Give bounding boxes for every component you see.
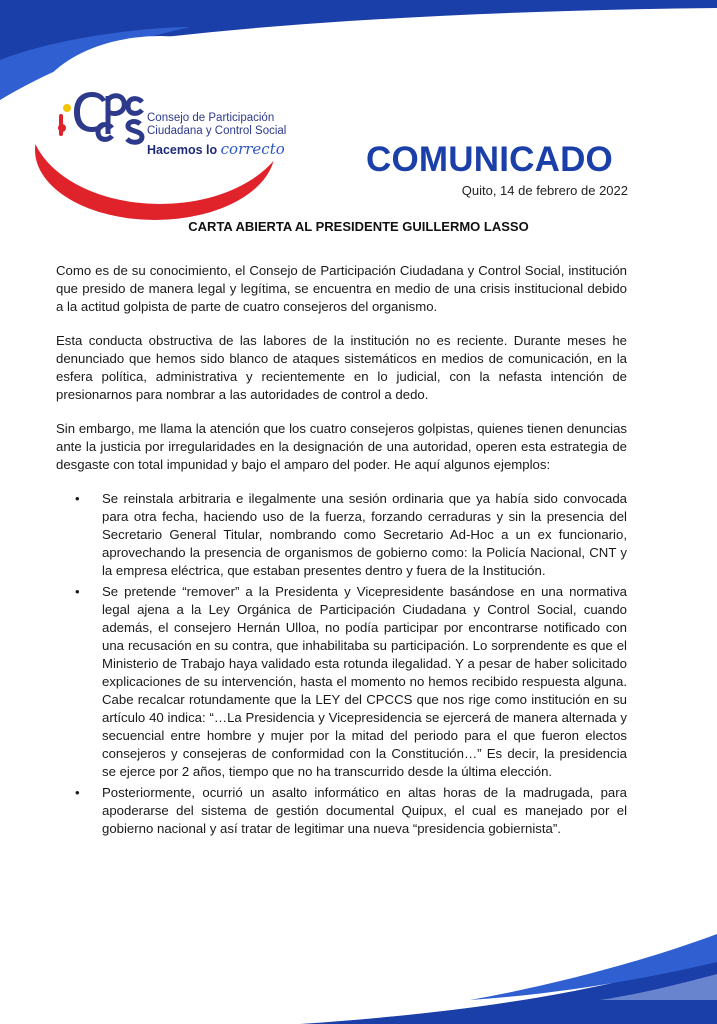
footer-decoration <box>0 914 717 1024</box>
list-item-text: Se pretende “remover” a la Presidenta y Vicepresidente basándose en una normativa legal ajena a la Ley Orgánica de Participación Ciudadana y Control Social, cuando además, el consejero Hernán Ulloa, no podía participar por encontrarse notificado con una recusación en su contra, que inhabilitaba su participación. Lo sorprendente es que el Ministerio de Trabajo haya validado esta rotunda ilegalidad. Y a pesar de haber solicitado explicaciones de su intervención, hasta el momento no hemos recibido respuesta alguna. Cabe recalcar rotundamente que la LEY del CPCCS que nos rige como institución en su artículo 40 indica: “…La Presidencia y Vicepresidencia se ejercerá de manera alternada y secuencial entre hombre y mujer por la mitad del periodo para el que fueron electos consejeros y consejeras de conformidad con la Constitución…” Es decir, la presidencia se ejerce por 2 años, tiempo que no ha transcurrido desde la última elección. <box>102 584 627 779</box>
logo-org-line2: Ciudadana y Control Social <box>147 125 287 137</box>
paragraph: Esta conducta obstructiva de las labores de la institución no es reciente. Durante meses he denunciado que hemos sido blanco de ataques sistemáticos en medios de comunicación, en la esfera política, administrativa y recientemente en lo judicial, con la nefasta intención de presionarnos para nombrar a las autoridades de control a dedo. <box>56 333 627 402</box>
paragraph: Sin embargo, me llama la atención que los cuatro consejeros golpistas, quienes tienen denuncias ante la justicia por irregularidades en la designación de una autoridad, operen esta estrategia de desgaste con total impunidad y bajo el amparo del poder. He aquí algunos ejemplos: <box>56 421 627 472</box>
logo-org-name <box>147 112 286 138</box>
letter-title: CARTA ABIERTA AL PRESIDENTE GUILLERMO LASSO <box>188 219 529 234</box>
bullet-icon: • <box>75 491 80 506</box>
list-item <box>75 583 627 781</box>
document-type-heading: COMUNICADO <box>366 140 613 179</box>
list-item-text: Posteriormente, ocurrió un asalto informático en altas horas de la madrugada, para apoderarse del sistema de gestión documental Quipux, el cual es manejado por el gobierno nacional y así tratar de legitimar una nueva “presidencia gobiernista”. <box>102 785 627 836</box>
list-item-text: Se reinstala arbitraria e ilegalmente una sesión ordinaria que ya había sido convocada para otra fecha, haciendo uso de la fuerza, forzando cerraduras y sin la presencia del Secretario General Titular, nombrando como Secretario Ad-Hoc a un ex funcionario, aprovechando la presencia de organismos de gobierno como: la Policía Nacional, CNT y la empresa eléctrica, que estaban presentes dentro y fuera de la Institución. <box>102 491 627 578</box>
cpccs-logo <box>34 42 299 184</box>
logo-slogan <box>147 140 285 158</box>
bullet-icon: • <box>75 785 80 800</box>
logo-org-line1: Consejo de Participación <box>147 112 275 124</box>
letter-body <box>56 262 627 841</box>
paragraph: Como es de su conocimiento, el Consejo de Participación Ciudadana y Control Social, institución que presido de manera legal y legítima, se encuentra en medio de una crisis institucional debido a la actitud golpista de parte de cuatro consejeros del organismo. <box>56 263 627 314</box>
slogan-script: correcto <box>220 140 285 158</box>
examples-list <box>56 490 627 838</box>
bullet-icon: • <box>75 584 80 599</box>
document-date: Quito, 14 de febrero de 2022 <box>461 183 628 198</box>
list-item <box>75 490 627 580</box>
slogan-bold: Hacemos lo <box>147 143 218 157</box>
cpccs-logo-mark <box>52 72 148 152</box>
list-item <box>75 784 627 838</box>
